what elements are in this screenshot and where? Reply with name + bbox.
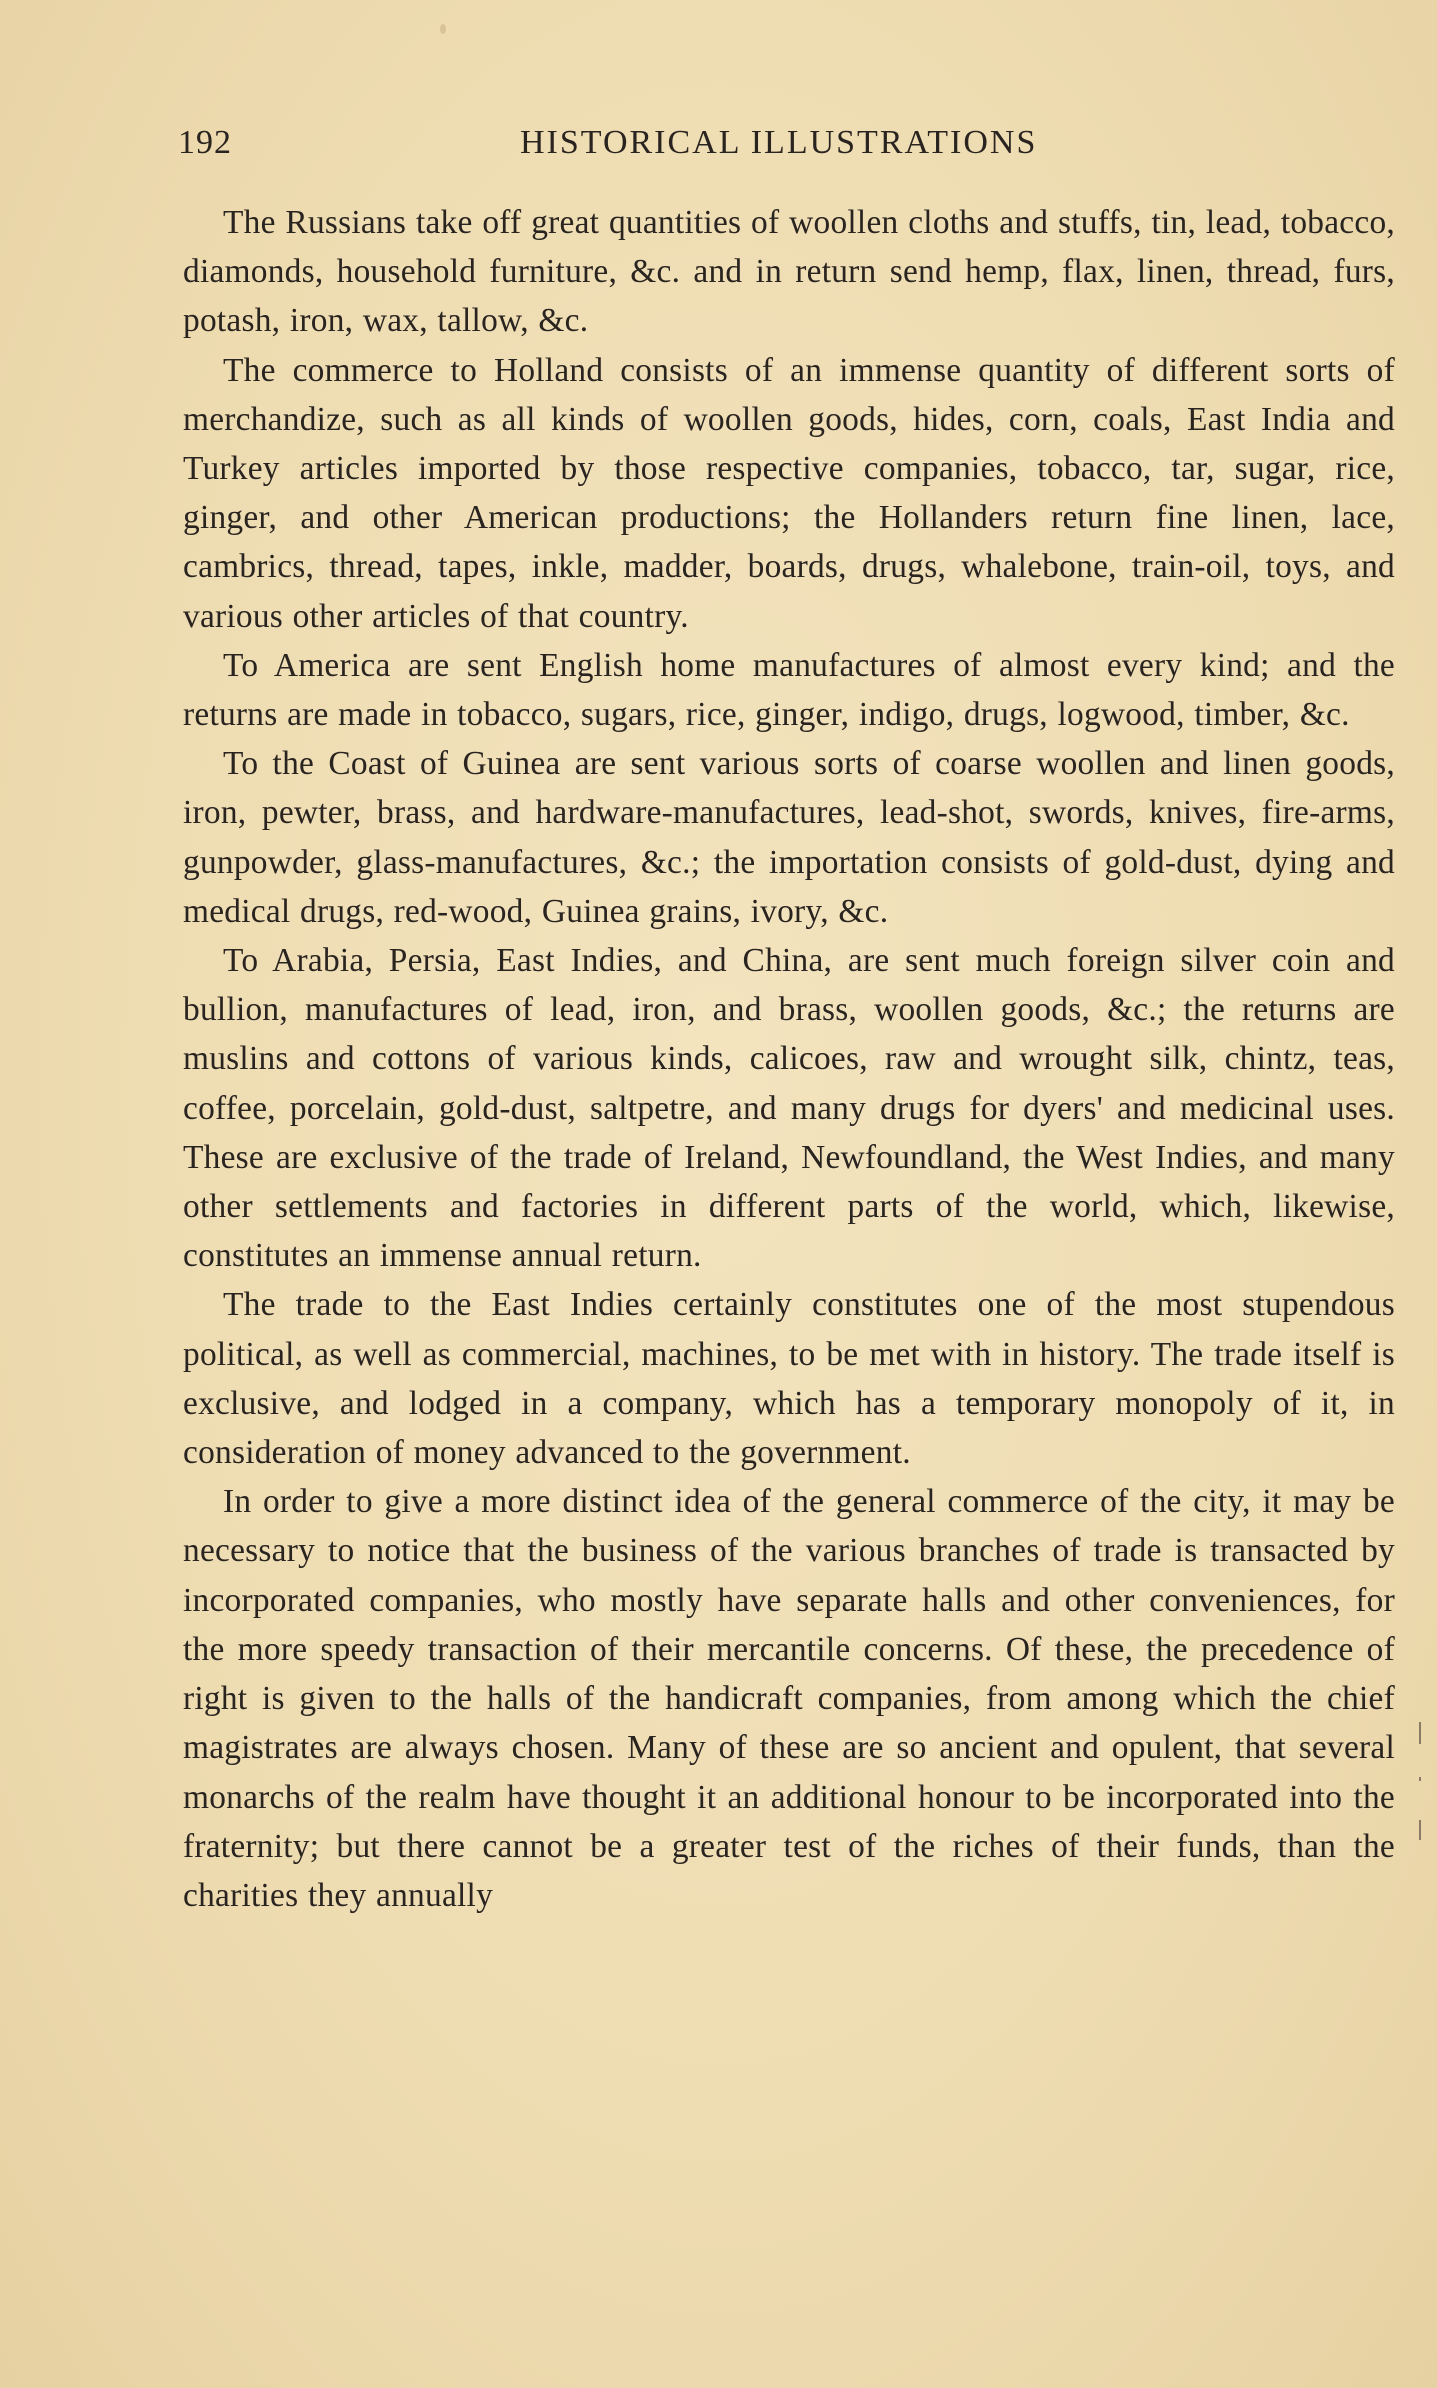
paragraph-arabia-persia: To Arabia, Persia, East Indies, and China, are sent much foreign silver coin and bullion, manufactures of lead, iron, and brass, woollen goods, &c.; the returns are muslins and cottons of various kinds, calicoes, raw and wrought silk, chintz, teas, coffee, porcelain, gold-dust, saltpetre, and many drugs for dyers' and medicinal uses. These are exclusive of the trade of Ireland, Newfoundland, the West Indies, and many other settlements and factories in different parts of the world, which, likewise, constitutes an immense annual return. xyxy=(183,942,1395,1275)
margin-marks xyxy=(1417,1722,1423,1862)
body-text xyxy=(183,198,1395,1920)
paragraph-america: To America are sent English home manufactures of almost every kind; and the returns are made in tobacco, sugars, rice, ginger, indigo, drugs, logwood, timber, &c. xyxy=(183,646,1395,734)
margin-tick xyxy=(1419,1722,1421,1744)
running-title: HISTORICAL ILLUSTRATIONS xyxy=(520,124,1038,161)
running-head xyxy=(178,120,1398,170)
paragraph-russia: The Russians take off great quantities of woollen cloths and stuffs, tin, lead, tobacco, diamonds, household furniture, &c. and in return send hemp, flax, linen, thread, furs, potash, iron, wax, tallow, &c. xyxy=(183,204,1395,340)
margin-tick xyxy=(1419,1820,1421,1840)
paper-blemish xyxy=(440,24,446,34)
page-number: 192 xyxy=(178,124,232,161)
paragraph-companies: In order to give a more distinct idea of the general commerce of the city, it may be necessary to notice that the business of the various branches of trade is transacted by incorporated companies, who mostly have separate halls and other conveniences, for the more speedy transaction of their mercantile concerns. Of these, the precedence of right is given to the halls of the handicraft companies, from among which the chief magistrates are always chosen. Many of these are so ancient and opulent, that several monarchs of the realm have thought it an additional honour to be incorporated into the fraternity; but there cannot be a greater test of the riches of their funds, than the charities they annually xyxy=(183,1483,1395,1914)
paragraph-guinea: To the Coast of Guinea are sent various sorts of coarse woollen and linen goods, iron, pewter, brass, and hardware-manufactures, lead-shot, swords, knives, fire-arms, gunpowder, glass-manufactures, &c.; the importation consists of gold-dust, dying and medical drugs, red-wood, Guinea grains, ivory, &c. xyxy=(183,745,1395,930)
paragraph-east-indies: The trade to the East Indies certainly constitutes one of the most stupendous political, as well as commercial, machines, to be met with in history. The trade itself is exclusive, and lodged in a company, which has a temporary monopoly of it, in consideration of money advanced to the government. xyxy=(183,1286,1395,1472)
paragraph-holland: The commerce to Holland consists of an immense quantity of different sorts of merchandize, such as all kinds of woollen goods, hides, corn, coals, East India and Turkey articles imported by those respective companies, tobacco, tar, sugar, rice, ginger, and other American productions; the Hollanders return fine linen, lace, cambrics, thread, tapes, inkle, madder, boards, drugs, whalebone, train-oil, toys, and various other articles of that country. xyxy=(183,351,1395,635)
margin-tick xyxy=(1419,1777,1421,1781)
